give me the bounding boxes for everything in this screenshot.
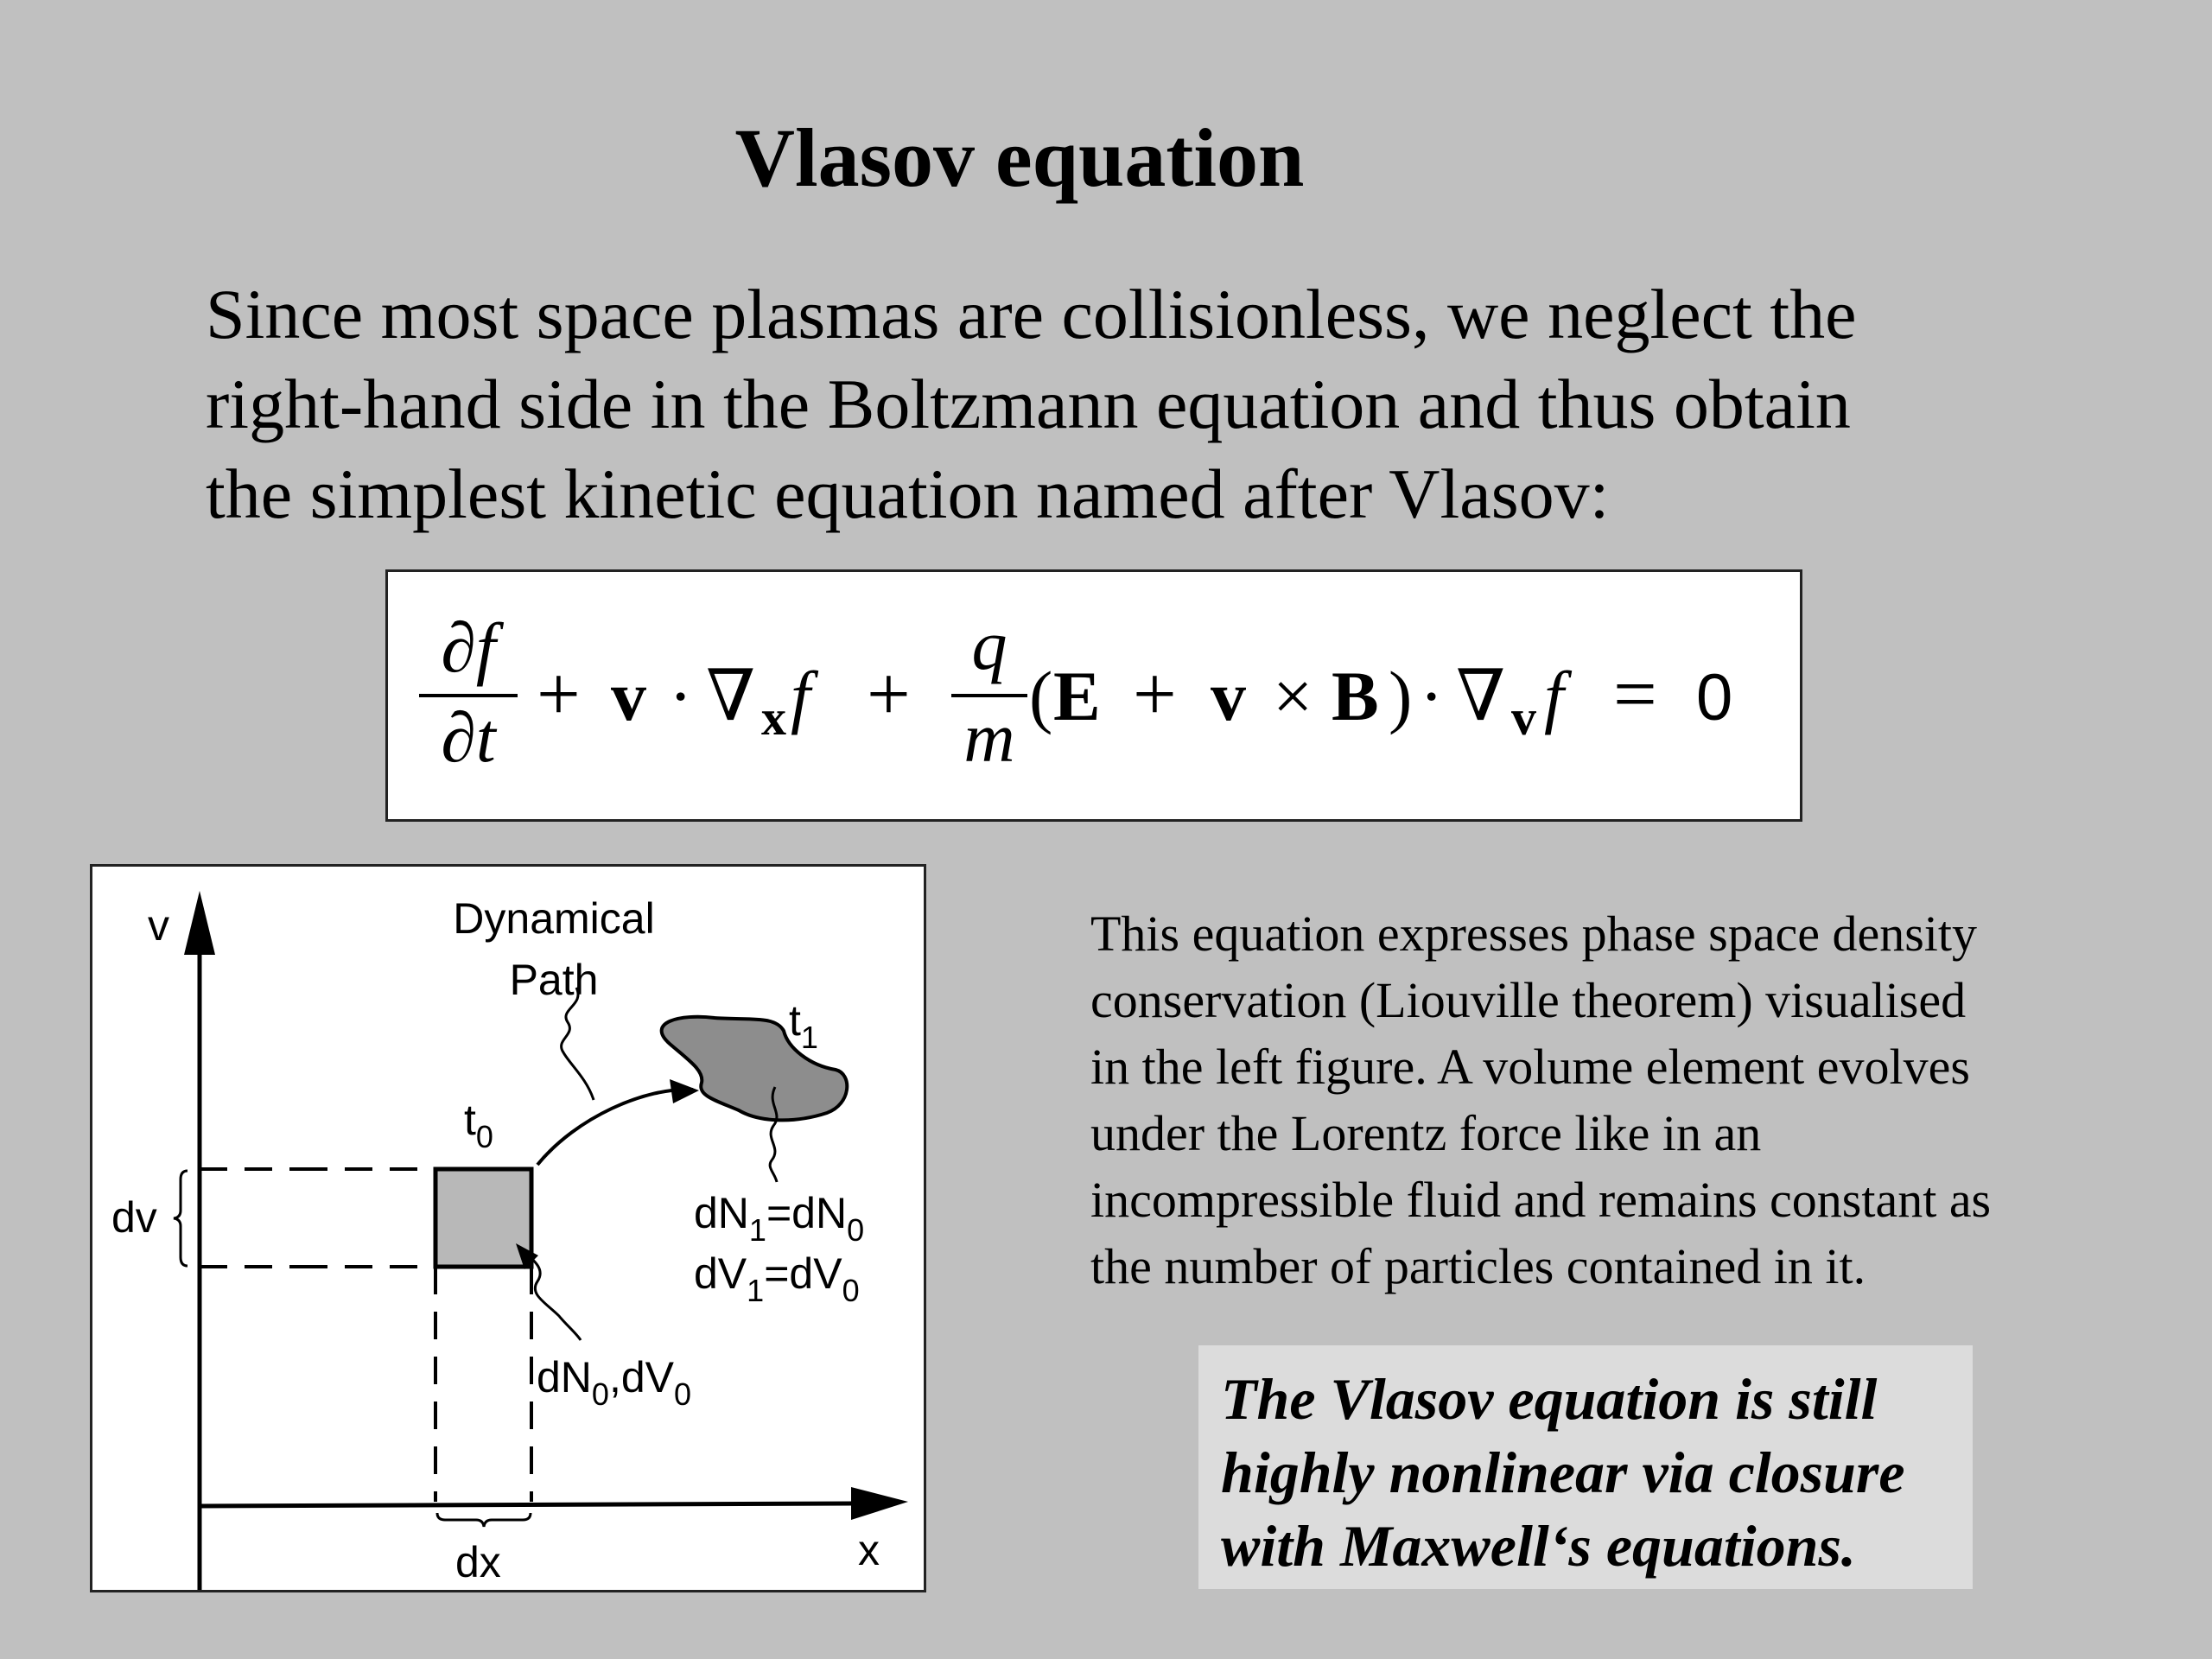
eq-df: ∂f bbox=[441, 608, 496, 687]
note-line: with Maxwell‘s equations. bbox=[1221, 1513, 1856, 1579]
description-paragraph bbox=[1090, 900, 2127, 1300]
eq-sub-x: x bbox=[761, 690, 786, 746]
dx-brace bbox=[437, 1513, 531, 1527]
eq-dot: · bbox=[669, 657, 693, 735]
x-axis bbox=[200, 1503, 853, 1506]
eq-q: q bbox=[971, 606, 1007, 684]
volume-element-t0 bbox=[435, 1169, 531, 1267]
eq-sub-v: v bbox=[1511, 690, 1536, 746]
eq-dot: · bbox=[1420, 657, 1444, 735]
dx-label: dx bbox=[455, 1538, 501, 1586]
intro-line: the simplest kinetic equation named after Vlasov: bbox=[206, 454, 1610, 533]
dynamical-path-arrowhead bbox=[670, 1079, 699, 1103]
path-label-line1: Dynamical bbox=[453, 894, 655, 943]
x-axis-arrowhead bbox=[851, 1487, 908, 1520]
dN0-dV0-label: $dN_0,dV_0$ bbox=[537, 1353, 692, 1412]
eq-f: f bbox=[1544, 657, 1564, 735]
phase-space-figure bbox=[90, 864, 926, 1592]
t1-label: $t_1$ bbox=[789, 996, 818, 1055]
note-line: highly nonlinear via closure bbox=[1221, 1440, 1905, 1505]
eq-equals: = bbox=[1613, 652, 1657, 737]
eq-E: E bbox=[1053, 657, 1101, 735]
phase-space-diagram bbox=[92, 867, 924, 1590]
eq-zero: 0 bbox=[1696, 661, 1733, 734]
note-line: The Vlasov equation is still bbox=[1221, 1366, 1878, 1432]
dV-equality-label: $dV_1=dV_0$ bbox=[694, 1249, 860, 1308]
eq-open-paren: ( bbox=[1029, 657, 1053, 735]
intro-line: right-hand side in the Boltzmann equation and thus obtain bbox=[206, 365, 1851, 443]
dN-equality-label: $dN_1=dN_0$ bbox=[694, 1189, 865, 1248]
vlasov-equation-box bbox=[385, 569, 1802, 822]
path-label-leader bbox=[562, 988, 594, 1100]
dynamical-path-arrow bbox=[537, 1090, 693, 1165]
description-line: under the Lorentz force like in an bbox=[1090, 1105, 1762, 1161]
description-line: incompressible fluid and remains constant as bbox=[1090, 1172, 1992, 1228]
eq-plus: + bbox=[537, 652, 581, 737]
description-line: conservation (Liouville theorem) visualised bbox=[1090, 972, 1967, 1028]
volume-element-t1 bbox=[662, 1017, 848, 1121]
t0-label: $t_0$ bbox=[464, 1096, 493, 1154]
eq-v: v bbox=[1211, 657, 1246, 735]
v-axis-arrowhead bbox=[184, 891, 215, 955]
description-line: the number of particles contained in it. bbox=[1090, 1238, 1866, 1294]
eq-m: m bbox=[963, 698, 1015, 777]
eq-v: v bbox=[611, 657, 646, 735]
eq-B: B bbox=[1332, 657, 1379, 735]
eq-plus: + bbox=[867, 652, 911, 737]
eq-plus: + bbox=[1133, 652, 1177, 737]
eq-nabla: ∇ bbox=[1456, 657, 1506, 735]
eq-close-paren: ) bbox=[1389, 657, 1413, 735]
path-label-line2: Path bbox=[509, 956, 599, 1004]
axis-label-v: v bbox=[148, 901, 169, 950]
description-line: in the left figure. A volume element evolves bbox=[1090, 1039, 1970, 1095]
eq-dt: ∂t bbox=[441, 698, 496, 777]
eq-f: f bbox=[791, 657, 810, 735]
intro-line: Since most space plasmas are collisionless, we neglect the bbox=[206, 275, 1857, 353]
intro-paragraph bbox=[206, 270, 2037, 539]
slide-title: Vlasov equation bbox=[734, 111, 1305, 204]
dv-label: dv bbox=[111, 1193, 157, 1242]
vlasov-equation bbox=[388, 572, 1800, 819]
description-line: This equation expresses phase space density bbox=[1090, 906, 1977, 962]
nonlinearity-note bbox=[1198, 1345, 1973, 1589]
eq-nabla: ∇ bbox=[706, 657, 756, 735]
dv-brace bbox=[174, 1171, 188, 1266]
eq-times: × bbox=[1273, 657, 1313, 735]
axis-label-x: x bbox=[858, 1526, 880, 1574]
